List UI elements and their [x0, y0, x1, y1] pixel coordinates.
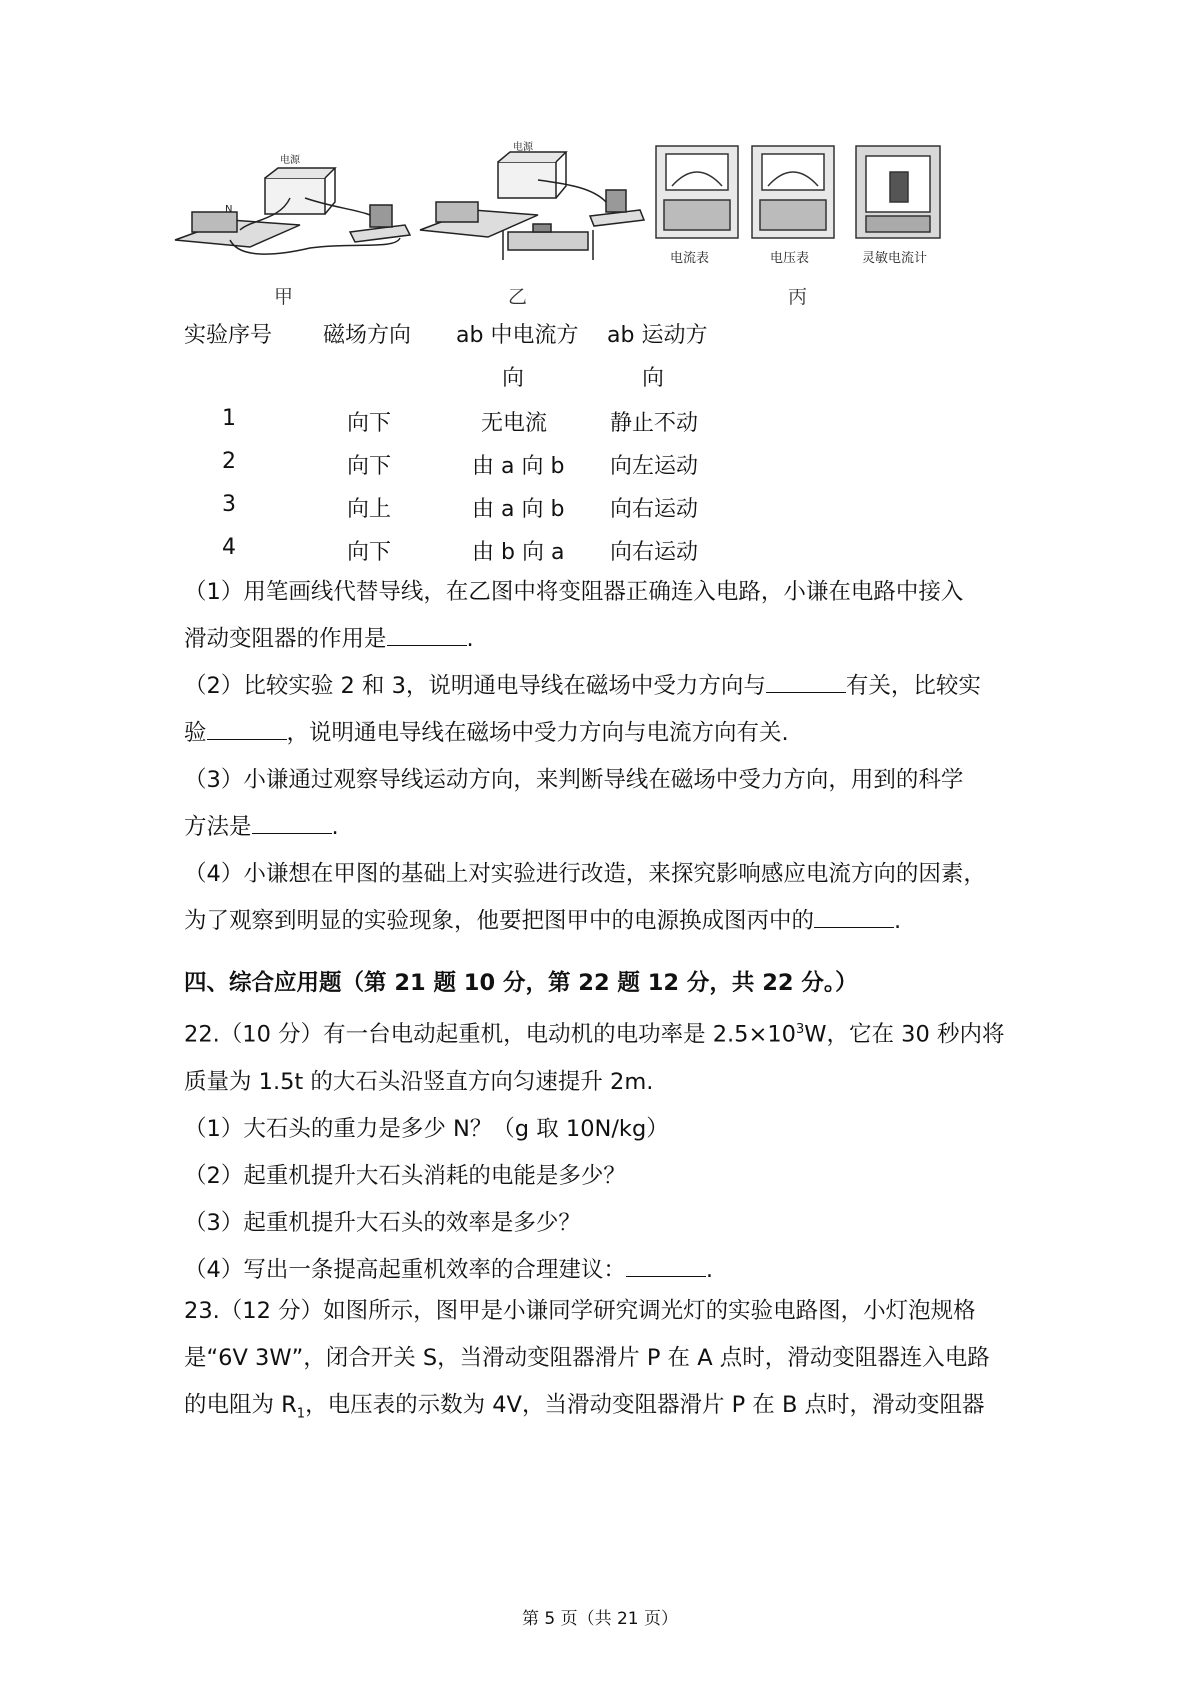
table-row-4-motion: 向右运动	[610, 540, 699, 565]
figure-jia	[170, 150, 420, 280]
q22	[184, 1006, 1044, 1294]
q22-sub4-text: （4）写出一条提高起重机效率的合理建议：	[184, 1256, 626, 1283]
q22-line1-a: 22.（10 分）有一台电动起重机，电动机的电功率是 2.5×10	[184, 1021, 796, 1048]
figure-jia-power-label: 电源	[280, 155, 300, 166]
table-row-4-current: 由 b 向 a	[472, 540, 565, 565]
q22-line2: 质量为 1.5t 的大石头沿竖直方向匀速提升 2m.	[184, 1068, 654, 1095]
table-header-current: ab 中电流方	[456, 323, 579, 348]
q22-sub2: （2）起重机提升大石头消耗的电能是多少？	[184, 1162, 626, 1189]
table-row-3-motion: 向右运动	[610, 497, 699, 522]
table-row-1-index: 1	[222, 406, 236, 431]
table-header-motion: ab 运动方	[607, 323, 708, 348]
q21-part4-text: 为了观察到明显的实验现象，他要把图甲中的电源换成图丙中的	[184, 908, 815, 934]
table-row-2-current: 由 a 向 b	[472, 454, 565, 479]
q21-part2-text-b: 有关，比较实	[845, 673, 981, 699]
q23-line1: 23.（12 分）如图所示，图甲是小谦同学研究调光灯的实验电路图，小灯泡规格	[184, 1298, 976, 1324]
figure-bing-caption: 丙	[788, 286, 808, 308]
answer-blank[interactable]	[207, 719, 287, 740]
q22-exponent: 3	[795, 1022, 805, 1037]
figure-bing	[652, 142, 950, 277]
q22-line1-b: W，它在 30 秒内将	[804, 1021, 1005, 1048]
section-4-title: 四、综合应用题（第 21 题 10 分，第 22 题 12 分，共 22 分。）	[184, 970, 858, 996]
figure-yi	[418, 140, 648, 270]
table-row-1-motion: 静止不动	[610, 411, 699, 436]
q21-part3-line1: （3）小谦通过观察导线运动方向，来判断导线在磁场中受力方向，用到的科学	[184, 767, 964, 793]
q21-part4-line2	[184, 898, 1044, 945]
answer-blank[interactable]	[387, 625, 467, 646]
q22-sub4	[184, 1247, 1044, 1294]
table-row-3-index: 3	[222, 492, 236, 517]
q23-line3-a: 的电阻为 R	[184, 1392, 297, 1418]
table-row-2-index: 2	[222, 449, 236, 474]
q21-part2-line1	[184, 663, 1044, 710]
figure-jia-n-label: N	[225, 204, 233, 215]
q23-line3-b: ，电压表的示数为 4V，当滑动变阻器滑片 P 在 B 点时，滑动变阻器	[305, 1392, 985, 1418]
q21-part4-line1: （4）小谦想在甲图的基础上对实验进行改造，来探究影响感应电流方向的因素，	[184, 861, 986, 887]
table-row-3-field: 向上	[347, 497, 392, 522]
table-header-current-cont: 向	[502, 366, 525, 391]
table-row-2-motion: 向左运动	[610, 454, 699, 479]
figure-yi-power-label: 电源	[513, 142, 533, 153]
q23-line2: 是“6V 3W”，闭合开关 S，当滑动变阻器滑片 P 在 A 点时，滑动变阻器连入电路	[184, 1345, 990, 1371]
q21-parts	[184, 569, 1044, 945]
q21-part3-text: 方法是	[184, 814, 252, 840]
answer-blank[interactable]	[814, 907, 894, 928]
period: .	[331, 814, 339, 840]
figure-jia-caption: 甲	[274, 286, 294, 308]
q22-line1	[184, 1006, 1044, 1059]
answer-blank[interactable]	[766, 672, 846, 693]
q23-line3	[184, 1382, 1044, 1438]
answer-blank[interactable]	[252, 813, 332, 834]
table-header-motion-cont: 向	[642, 366, 665, 391]
q21-part1-line2	[184, 616, 1044, 663]
table-row-2-field: 向下	[347, 454, 392, 479]
q22-sub1: （1）大石头的重力是多少 N？（g 取 10N/kg）	[184, 1115, 669, 1142]
table-header-index: 实验序号	[184, 323, 273, 348]
q23-subscript: 1	[296, 1406, 306, 1422]
table-row-4-index: 4	[222, 535, 236, 560]
q21-part2-text-c: 验	[184, 720, 207, 746]
period: .	[705, 1256, 713, 1283]
q22-sub3: （3）起重机提升大石头的效率是多少？	[184, 1209, 581, 1236]
figure-bing-meter-ammeter: 电流表	[670, 251, 710, 266]
period: .	[894, 908, 902, 934]
page-footer: 第 5 页（共 21 页）	[521, 1609, 679, 1629]
table-header-field: 磁场方向	[323, 323, 412, 348]
figure-bing-meter-galvanometer: 灵敏电流计	[862, 251, 928, 266]
table-row-1-current: 无电流	[481, 411, 548, 436]
q21-part2-line2	[184, 710, 1044, 757]
table-row-1-field: 向下	[347, 411, 392, 436]
table-row-4-field: 向下	[347, 540, 392, 565]
answer-blank[interactable]	[626, 1256, 706, 1277]
q21-part2-text-d: ，说明通电导线在磁场中受力方向与电流方向有关.	[286, 720, 789, 746]
q21-part1-text: 滑动变阻器的作用是	[184, 626, 387, 652]
table-row-3-current: 由 a 向 b	[472, 497, 565, 522]
period: .	[466, 626, 474, 652]
figure-bing-meter-voltmeter: 电压表	[770, 251, 810, 266]
figure-yi-caption: 乙	[508, 286, 528, 308]
q23	[184, 1288, 1044, 1438]
q21-part2-text-a: （2）比较实验 2 和 3，说明通电导线在磁场中受力方向与	[184, 673, 766, 699]
q21-part1-line1: （1）用笔画线代替导线，在乙图中将变阻器正确连入电路，小谦在电路中接入	[184, 579, 964, 605]
q21-part3-line2	[184, 804, 1044, 851]
